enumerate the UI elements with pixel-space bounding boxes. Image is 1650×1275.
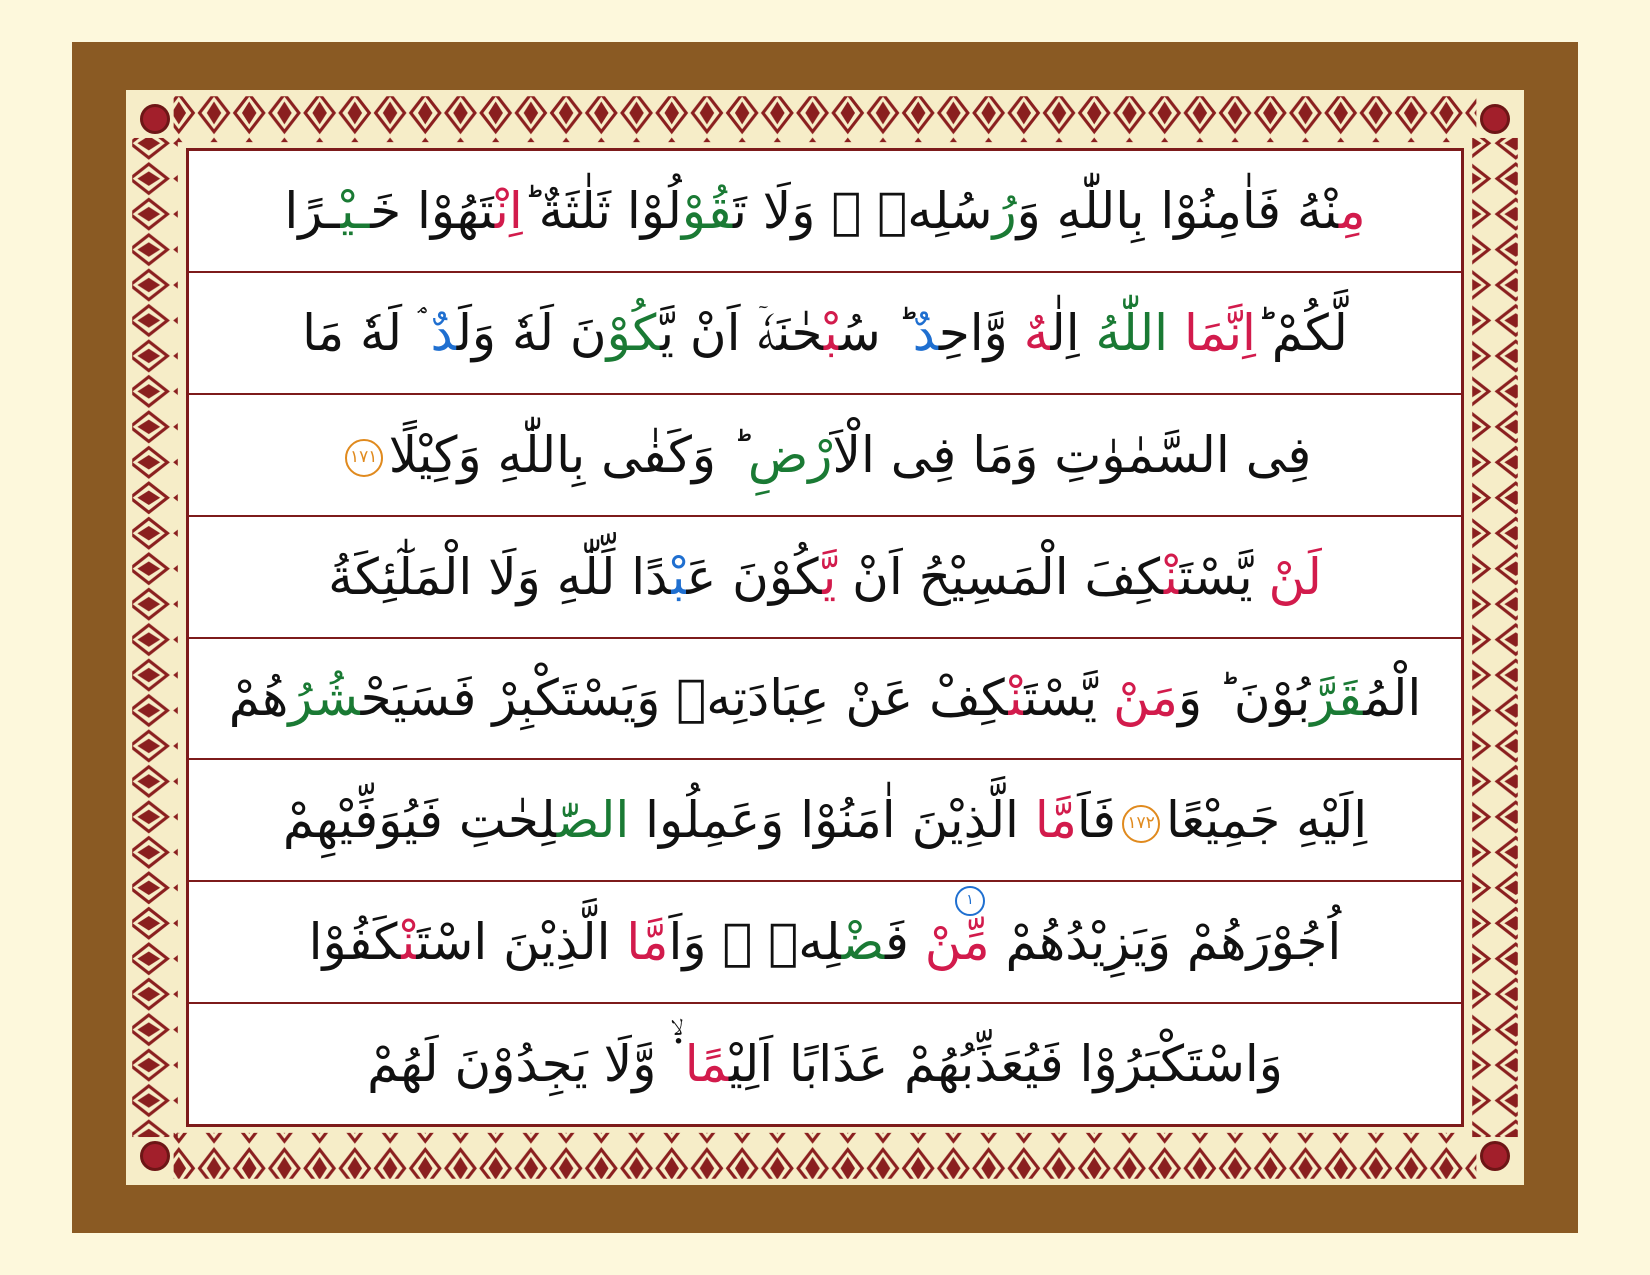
aya-marker: ١٧٢ <box>1122 805 1160 843</box>
quran-segment: يَّسْتَ <box>1023 669 1114 728</box>
quran-line-7-text <box>189 913 1461 972</box>
quran-segment: رُ <box>992 181 1017 240</box>
quran-segment: حٰنَهٗۤ اَنْ يَّ <box>660 303 824 362</box>
quran-segment: دًا لِّلّٰهِ وَلَا الْمَلٰٓئِكَةُ <box>328 547 672 606</box>
quran-line-7 <box>189 882 1461 1004</box>
quran-segment: ؕ وَكَفٰى بِاللّٰهِ وَكِيْلًا <box>388 425 748 484</box>
quran-segment: قُوْ <box>681 181 733 240</box>
quran-segment: لُوْا ثَلٰثَةٌ ؕ <box>522 181 682 240</box>
quran-segment: يَّ <box>822 547 853 606</box>
quran-segment: اِلٰ <box>1050 303 1096 362</box>
quran-segment: الصّٰ <box>556 791 630 850</box>
quran-segment: نْ <box>1163 547 1180 606</box>
quran-segment: كِفَ الْمَسِيْحُ اَنْ <box>852 547 1164 606</box>
quran-segment: مِ <box>1338 181 1366 240</box>
quran-line-4-text <box>189 547 1461 606</box>
footnote-marker-1: ١ <box>955 886 985 916</box>
quran-segment: اُجُوْرَهُمْ وَيَزِيْدُهُمْ <box>1005 913 1342 972</box>
quran-segment: ـرًا <box>284 181 341 240</box>
quran-line-5 <box>189 639 1461 761</box>
quran-segment: رْضِ <box>747 425 833 484</box>
quran-segment: دٌ <box>912 303 939 362</box>
quran-segment: لَنْ <box>1268 547 1322 606</box>
quran-segment: اِنَّمَا <box>1183 303 1256 362</box>
quran-line-6-text <box>189 791 1461 850</box>
quran-segment: بُوْنَ ؕ وَ <box>1177 669 1311 728</box>
quran-line-2 <box>189 273 1461 395</box>
quran-segment: مَّا <box>626 913 669 972</box>
quran-segment: قَرَّ <box>1310 669 1364 728</box>
quran-segment: فَاَ <box>1076 791 1117 850</box>
quran-segment: ضْ <box>841 913 885 972</box>
quran-line-6 <box>189 760 1461 882</box>
quran-line-8 <box>189 1004 1461 1124</box>
quran-segment: ۬ۙ وَّلَا يَجِدُوْنَ لَهُمْ <box>367 1035 685 1094</box>
quran-segment: هُمْ <box>228 669 289 728</box>
quran-segment: مِّنْ <box>924 913 1006 972</box>
quran-segment: تَهُوْا خَ <box>370 181 495 240</box>
quran-segment: اِلَيْهِ جَمِيْعًا <box>1166 791 1368 850</box>
outer-frame <box>72 42 1578 1233</box>
quran-segment: كُوْنَ عَ <box>686 547 823 606</box>
quran-line-1 <box>189 151 1461 273</box>
quran-line-1-text <box>189 181 1461 240</box>
aya-marker: ١٧١ <box>345 439 383 477</box>
quran-segment: بْ <box>671 547 687 606</box>
quran-segment: نْ <box>401 913 417 972</box>
quran-segment: مَنْ <box>1113 669 1178 728</box>
quran-segment: الْمُ <box>1363 669 1422 728</box>
corner-dot-bottom-left <box>140 1141 170 1171</box>
quran-segment: نْهُ فَاٰمِنُوْا بِاللّٰهِ وَ <box>1016 181 1339 240</box>
quran-segment: اللّٰهُ <box>1095 303 1169 362</box>
quran-segment: فَ <box>885 913 925 972</box>
quran-segment: وَّاحِ <box>938 303 1024 362</box>
quran-segment: كَفُوْا <box>308 913 402 972</box>
quran-segment: سُلِهٖ ۚ وَلَا تَ <box>732 181 993 240</box>
quran-segment: ؕ سُ <box>838 303 913 362</box>
quran-segment: مَّا <box>1034 791 1077 850</box>
quran-segment: فِى السَّمٰوٰتِ وَمَا فِى الْاَ <box>832 425 1312 484</box>
quran-segment: الَّذِيْنَ اٰمَنُوْا وَعَمِلُوا <box>629 791 1035 850</box>
quran-segment: ـيْ <box>340 181 371 240</box>
quran-segment: هٌ <box>1023 303 1051 362</box>
quran-segment: بْ <box>823 303 839 362</box>
corner-dot-top-left <box>140 104 170 134</box>
quran-segment: لِحٰتِ فَيُوَفِّيْهِمْ <box>282 791 557 850</box>
quran-segment: نْ <box>1008 669 1024 728</box>
ornamental-mat <box>126 90 1524 1185</box>
quran-segment: كُوْ <box>606 303 661 362</box>
quran-segment: يَّسْتَ <box>1179 547 1269 606</box>
quran-line-2-text <box>189 303 1461 362</box>
quran-segment: لِهٖ ۚ وَاَ <box>668 913 842 972</box>
quran-line-3-text <box>189 425 1461 484</box>
quran-segment: ۘ لَهٗ مَا <box>302 303 431 362</box>
quran-segment: دٌ <box>430 303 457 362</box>
quran-segment: كِفْ عَنْ عِبَادَتِهٖ وَيَسْتَكْبِرْ فَسَيَحْ <box>360 669 1009 728</box>
corner-dot-bottom-right <box>1480 1141 1510 1171</box>
corner-dot-top-right <box>1480 104 1510 134</box>
quran-segment: شُرُ <box>288 669 361 728</box>
quran-line-3 <box>189 395 1461 517</box>
quran-segment: اِنْ <box>494 181 523 240</box>
quran-segment: لَّكُمْ ؕ <box>1255 303 1348 362</box>
quran-segment: وَاسْتَكْبَرُوْا فَيُعَذِّبُهُمْ عَذَابًا اَلِيْ <box>728 1035 1283 1094</box>
quran-line-8-text <box>189 1035 1461 1094</box>
quran-segment: الَّذِيْنَ اسْتَ <box>416 913 627 972</box>
quran-segment <box>1168 304 1184 362</box>
quran-line-4 <box>189 517 1461 639</box>
quran-line-5-text <box>189 669 1461 728</box>
quran-segment: نَ لَهٗ وَلَ <box>456 303 607 362</box>
quran-text-panel <box>186 148 1464 1127</box>
quran-segment: مًا <box>684 1035 729 1094</box>
